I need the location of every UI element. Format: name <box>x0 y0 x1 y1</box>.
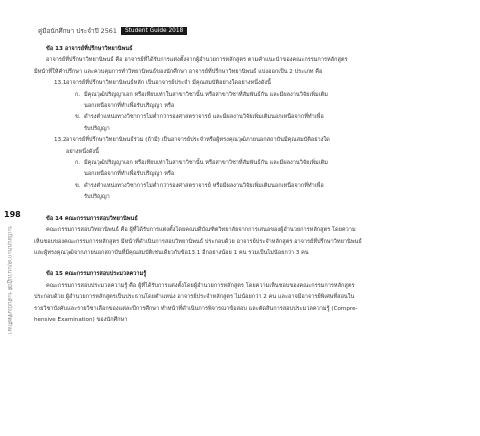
list-subitem-text: นอกเหนือจากที่ทำเพื่อรับปริญญา หรือ <box>84 171 175 178</box>
list-subitem-number: ก. <box>75 160 81 167</box>
list-subitem-text: นอกเหนือจากที่ทำเพื่อรับปริญญา หรือ <box>84 103 175 110</box>
list-item-13-1 <box>34 78 464 89</box>
paragraph-line: เห็นชอบของคณะกรรมการหลักสูตร มีหน้าที่ดำเนินการสอบวิทยานิพนธ์ ประกอบด้วย อาจารย์ประจำหลักสูตร อาจารย์ที่ปรึกษาวิทยานิพนธ์ <box>34 238 362 245</box>
header-badge: Student Guide 2018 <box>121 27 187 35</box>
document-body <box>34 44 464 326</box>
list-subitem-text: ดำรงตำแหน่งทางวิชาการไม่ต่ำกว่ารองศาสตราจารย์ และมีผลงานวิจัยเพิ่มเติมนอกเหนือจากที่ทำเพื่อ <box>84 114 324 121</box>
list-subitem <box>34 112 464 135</box>
list-item-text: อาจารย์ที่ปรึกษาวิทยานิพนธ์หลัก เป็นอาจารย์ประจำ มีคุณสมบัติอย่างใดอย่างหนึ่งดังนี้ <box>66 80 271 87</box>
side-section-label-text: ระเบียบ/ประกาศ/แนวปฏิบัติ ระดับบัณฑิตศึกษา <box>6 226 12 335</box>
list-subitem <box>34 158 464 181</box>
paragraph-line: ประกอบด้วย ผู้อำนวยการหลักสูตรเป็นประธานโดยตำแหน่ง อาจารย์ประจำหลักสูตร ไม่น้อยกว่า 2 คน และอาจมีอาจารย์พิเศษที่สอนใน <box>34 294 355 301</box>
list-subitem <box>34 90 464 113</box>
list-subitem-text: ดำรงตำแหน่งทางวิชาการไม่ต่ำกว่ารองศาสตราจารย์ หรือมีผลงานวิจัยเพิ่มเติมนอกเหนือจากที่ทำเพื่อ <box>84 182 324 189</box>
list-subitem-text: มีคุณวุฒิปริญญาเอก หรือเทียบเท่าในสาขาวิชานั้น หรือสาขาวิชาที่สัมพันธ์กัน และมีผลงานวิจัยเพิ่มเติม <box>84 160 328 167</box>
page-number: 198 <box>4 210 21 219</box>
list-subitem-number: ข. <box>75 114 81 121</box>
paragraph-line: มีหน้าที่ให้คำปรึกษา และควบคุมการทำวิทยานิพนธ์ของนักศึกษา อาจารย์ที่ปรึกษาวิทยานิพนธ์ แบ่งออกเป็น 2 ประเภท คือ <box>34 68 323 75</box>
paragraph-line: คณะกรรมการสอบวิทยานิพนธ์ คือ ผู้ที่ได้รับการแต่งตั้งโดยคณบดีบัณฑิตวิทยาลัยจากการเสนอของผู้อำนวยการหลักสูตร โดยความ <box>46 227 356 234</box>
list-subitem <box>34 181 464 204</box>
list-item-number: 13.2 <box>54 137 67 144</box>
paragraph-line: คณะกรรมการสอบประมวลความรู้ คือ ผู้ที่ได้รับการแต่งตั้งโดยผู้อำนวยการหลักสูตร โดยความเห็นชอบของคณะกรรมการหลักสูตร <box>46 282 355 289</box>
page-header <box>38 26 187 36</box>
list-item-number: 13.1 <box>54 80 67 87</box>
list-subitem-number: ข. <box>75 182 81 189</box>
paragraph-line: รายวิชาบังคับและรายวิชาเลือกของแต่ละปีการศึกษา ทำหน้าที่ดำเนินการพิจารณาข้อสอบ และตัดสินการสอบประมวลความรู้ (Compre- <box>34 305 358 312</box>
list-subitem-text: มีคุณวุฒิปริญญาเอก หรือเทียบเท่าในสาขาวิชานั้น หรือสาขาวิชาที่สัมพันธ์กัน และมีผลงานวิจัยเพิ่มเติม <box>84 91 328 98</box>
list-subitem-number: ก. <box>75 91 81 98</box>
list-subitem-text: รับปริญญา <box>84 125 110 132</box>
list-item-text: อาจารย์ที่ปรึกษาวิทยานิพนธ์ร่วม (ถ้ามี) เป็นอาจารย์ประจำหรือผู้ทรงคุณวุฒิภายนอกสถาบันมีคุณสมบัติอย่างใด <box>66 137 330 144</box>
section-15-para <box>34 281 464 327</box>
side-section-label <box>2 226 14 346</box>
paragraph-line: อาจารย์ที่ปรึกษาวิทยานิพนธ์ คือ อาจารย์ที่ได้รับการแต่งตั้งจากผู้อำนวยการหลักสูตร ตามคำแนะนำของคณะกรรมการหลักสูตร <box>46 57 348 64</box>
list-item-text: อย่างหนึ่งดังนี้ <box>66 148 99 155</box>
section-14-para <box>34 225 464 259</box>
paragraph-line: และผู้ทรงคุณวุฒิจากภายนอกสถาบันที่มีคุณสมบัติเช่นเดียวกับข้อ13.1 อีกอย่างน้อย 1 คน รวมเป็นไม่น้อยกว่า 3 คน <box>34 249 309 256</box>
section-13-heading: ข้อ 13 อาจารย์ที่ปรึกษาวิทยานิพนธ์ <box>46 46 133 52</box>
section-15-heading: ข้อ 15 คณะกรรมการสอบประมวลความรู้ <box>46 271 147 278</box>
paragraph-line: hensive Examination) ของนักศึกษา <box>34 316 128 323</box>
list-subitem-text: รับปริญญา <box>84 194 110 201</box>
list-item-13-2 <box>34 135 464 158</box>
section-13-para <box>34 55 464 78</box>
header-title: คู่มือนักศึกษา ประจำปี 2561 <box>38 27 117 35</box>
section-14-heading: ข้อ 14 คณะกรรมการสอบวิทยานิพนธ์ <box>46 215 138 222</box>
